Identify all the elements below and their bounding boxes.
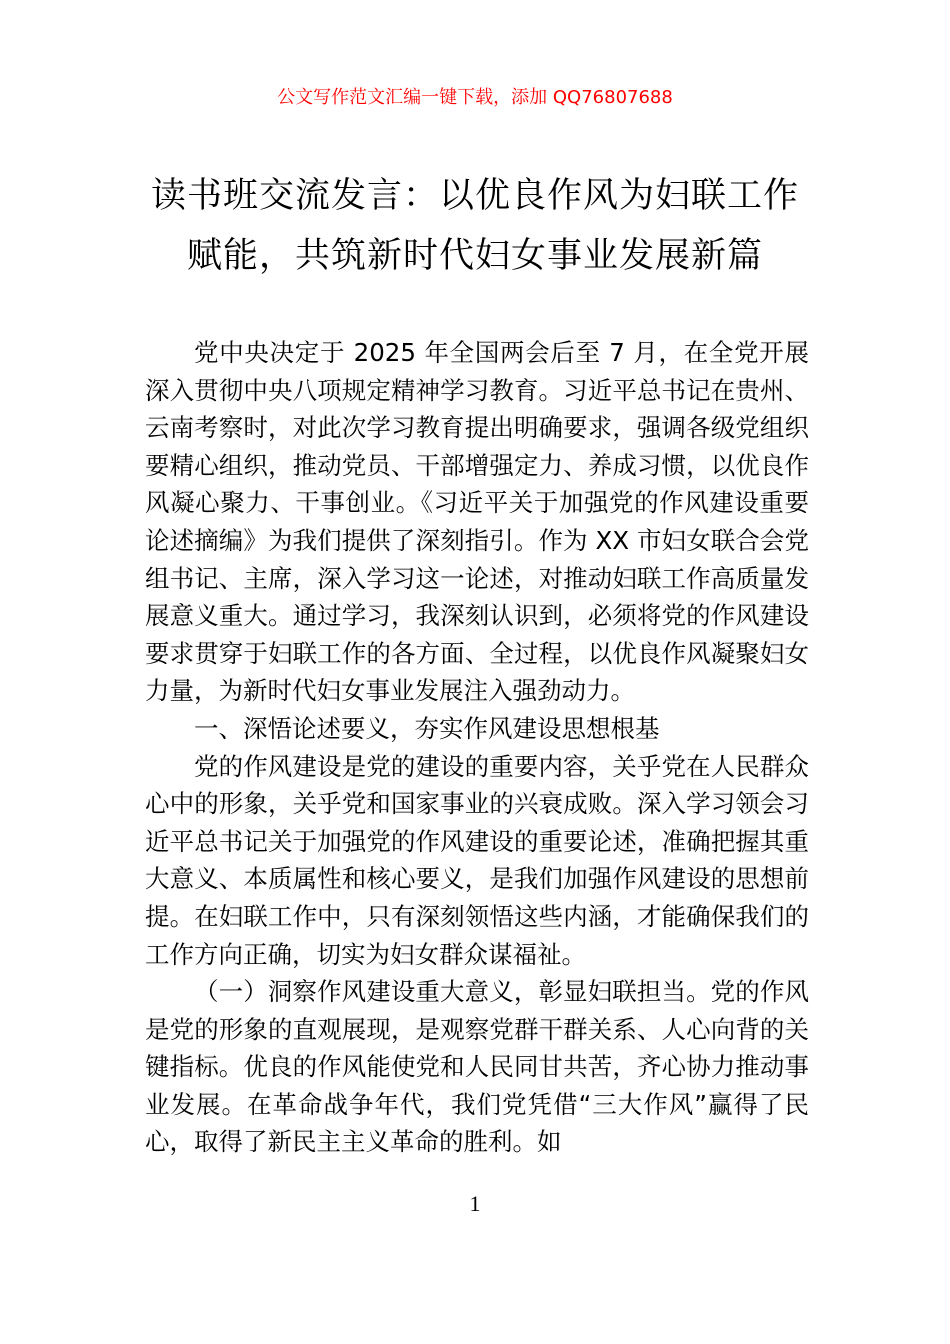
page-number: 1	[469, 1191, 481, 1216]
document-title	[140, 166, 810, 286]
download-banner: 公文写作范文汇编一键下载，添加 QQ76807688	[277, 87, 673, 108]
title-line-2: 赋能，共筑新时代妇女事业发展新篇	[186, 236, 763, 276]
paragraph-section-1: 党的作风建设是党的建设的重要内容，关乎党在人民群众心中的形象，关乎党和国家事业的兴衰成败。深入学习领会习近平总书记关于加强党的作风建设的重要论述，准确把握其重大意义、本质属性和核心要义，是我们加强作风建设的思想前提。在妇联工作中，只有深刻领悟这些内涵，才能确保我们的工作方向正确，切实为妇女群众谋福祉。	[145, 751, 809, 969]
paragraph-intro: 党中央决定于 2025 年全国两会后至 7 月，在全党开展深入贯彻中央八项规定精神学习教育。习近平总书记在贵州、云南考察时，对此次学习教育提出明确要求，强调各级党组织要精心组织，推动党员、干部增强定力、养成习惯，以优良作风凝心聚力、干事创业。《习近平关于加强党的作风建设重要论述摘编》为我们提供了深刻指引。作为 XX 市妇女联合会党组书记、主席，深入学习这一论述，对推动妇联工作高质量发展意义重大。通过学习，我深刻认识到，必须将党的作风建设要求贯穿于妇联工作的各方面、全过程，以优良作风凝聚妇女力量，为新时代妇女事业发展注入强劲动力。	[145, 338, 809, 706]
title-line-1: 读书班交流发言：以优良作风为妇联工作	[150, 176, 799, 216]
paragraph-subsection-1: （一）洞察作风建设重大意义，彰显妇联担当。党的作风是党的形象的直观展现，是观察党群干群关系、人心向背的关键指标。优良的作风能使党和人民同甘共苦，齐心协力推动事业发展。在革命战争年代，我们党凭借“三大作风”赢得了民心，取得了新民主主义革命的胜利。如	[145, 977, 809, 1157]
document-body	[145, 334, 809, 1161]
section-heading-1: 一、深悟论述要义，夯实作风建设思想根基	[194, 713, 660, 743]
